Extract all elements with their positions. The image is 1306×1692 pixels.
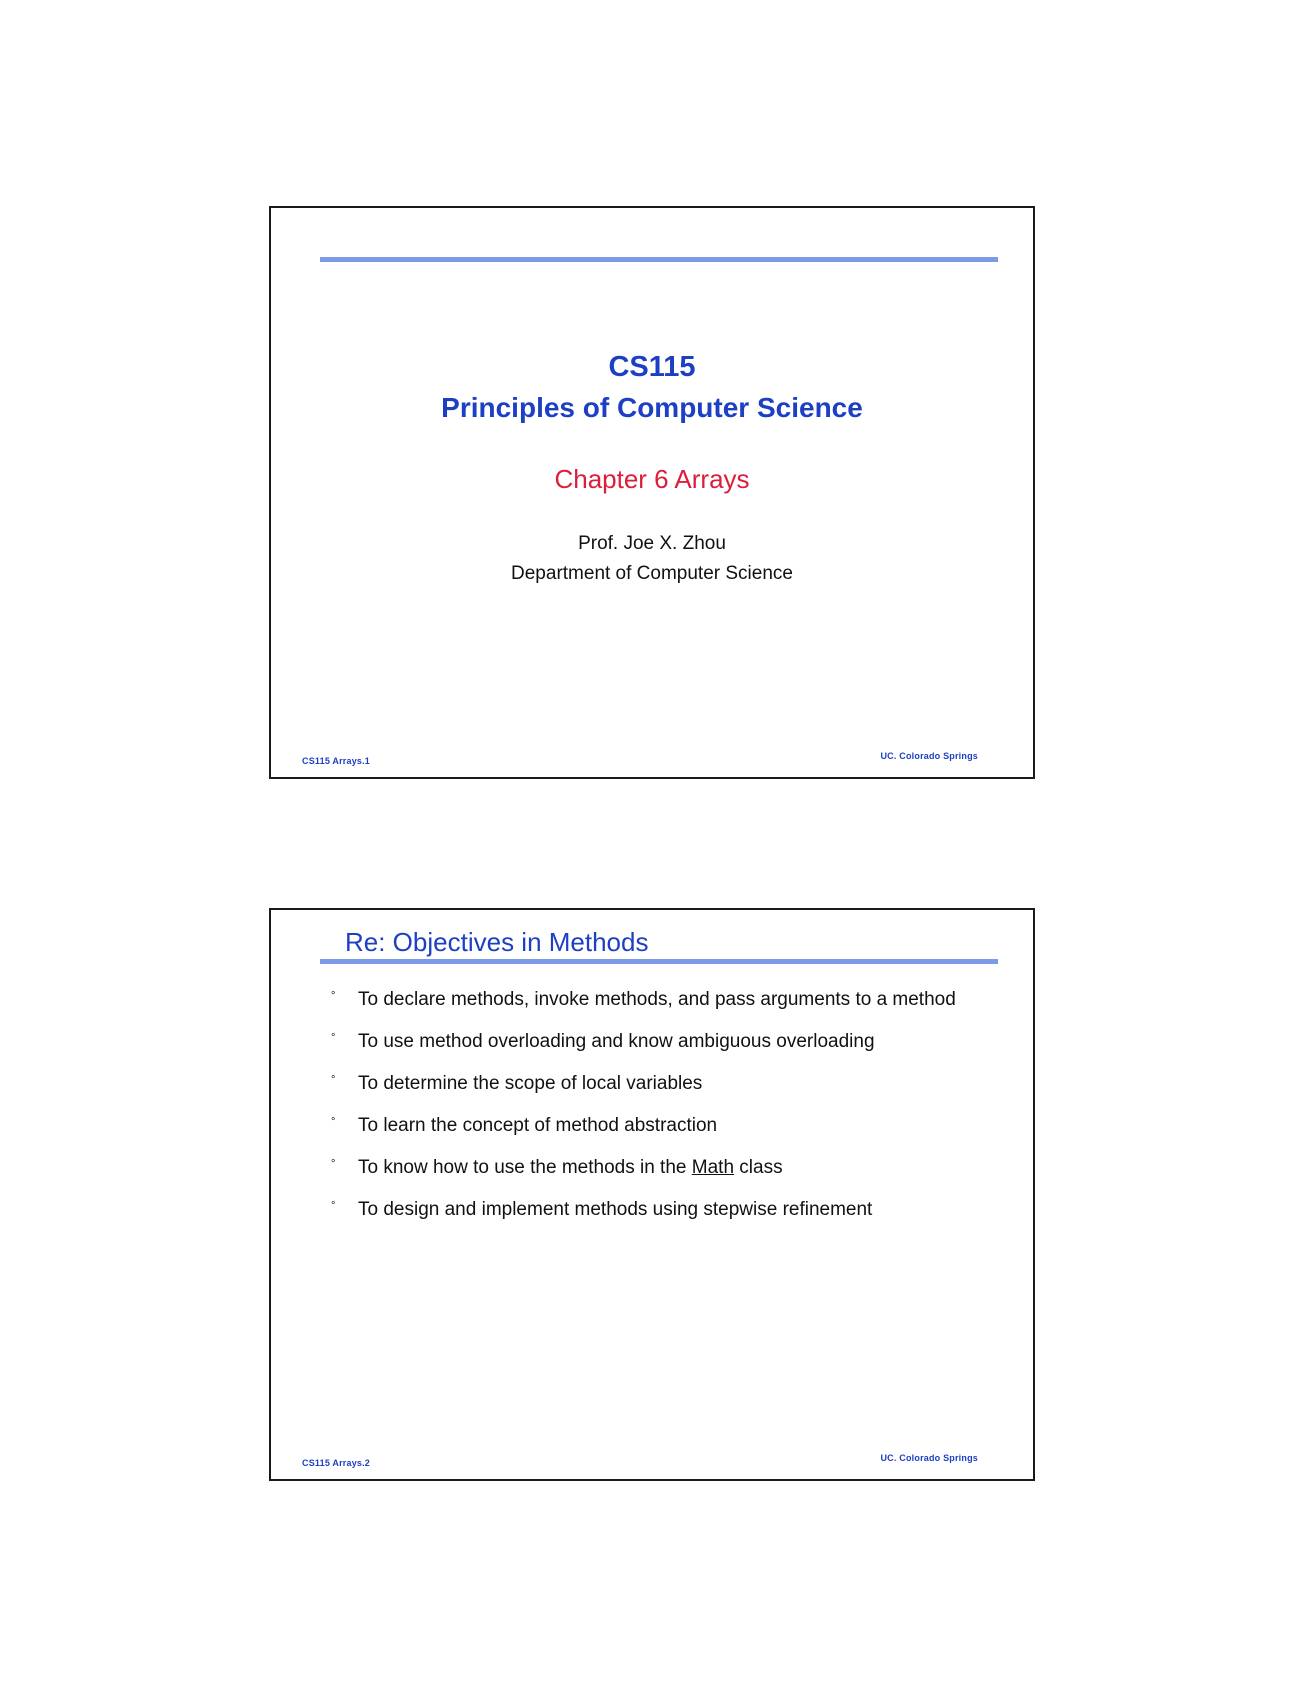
- objectives-list: [331, 990, 971, 1242]
- list-item-text-after: class: [734, 1157, 783, 1178]
- list-item: [331, 1200, 971, 1219]
- bullet-icon: °: [331, 1158, 336, 1170]
- slide-title: Re: Objectives in Methods: [345, 927, 649, 957]
- list-item: [331, 990, 971, 1009]
- course-code: CS115: [608, 351, 696, 383]
- slide-2: [269, 908, 1035, 1481]
- bullet-icon: °: [331, 1032, 336, 1044]
- slide-footer-right: UC. Colorado Springs: [880, 751, 978, 761]
- list-item: [331, 1032, 971, 1051]
- list-item: [331, 1116, 971, 1135]
- slide-footer-right: UC. Colorado Springs: [880, 1453, 978, 1463]
- list-item-text: To use method overloading and know ambiguous overloading: [358, 1031, 875, 1052]
- math-class-link: Math: [691, 1157, 735, 1178]
- bullet-icon: °: [331, 1116, 336, 1128]
- list-item-text: [358, 1157, 783, 1178]
- list-item-text: To determine the scope of local variables: [358, 1073, 703, 1094]
- bullet-icon: °: [331, 990, 336, 1002]
- bullet-icon: °: [331, 1200, 336, 1212]
- professor-name: Prof. Joe X. Zhou: [578, 533, 726, 554]
- department-name: Department of Computer Science: [511, 563, 793, 584]
- chapter-title: Chapter 6 Arrays: [554, 464, 750, 494]
- list-item-text: To design and implement methods using stepwise refinement: [358, 1199, 873, 1220]
- slide-footer-left: CS115 Arrays.1: [302, 756, 371, 766]
- bullet-icon: °: [331, 1074, 336, 1086]
- slide-1: [269, 206, 1035, 779]
- course-name: Principles of Computer Science: [441, 392, 863, 423]
- slide-footer-left: CS115 Arrays.2: [302, 1458, 371, 1468]
- header-rule: [320, 959, 998, 964]
- list-item-text: To declare methods, invoke methods, and pass arguments to a method: [358, 989, 956, 1010]
- list-item: [331, 1074, 971, 1093]
- list-item-text-before: To know how to use the methods in the: [358, 1157, 692, 1178]
- list-item: [331, 1158, 971, 1177]
- header-rule: [320, 257, 998, 262]
- list-item-text: To learn the concept of method abstraction: [358, 1115, 718, 1136]
